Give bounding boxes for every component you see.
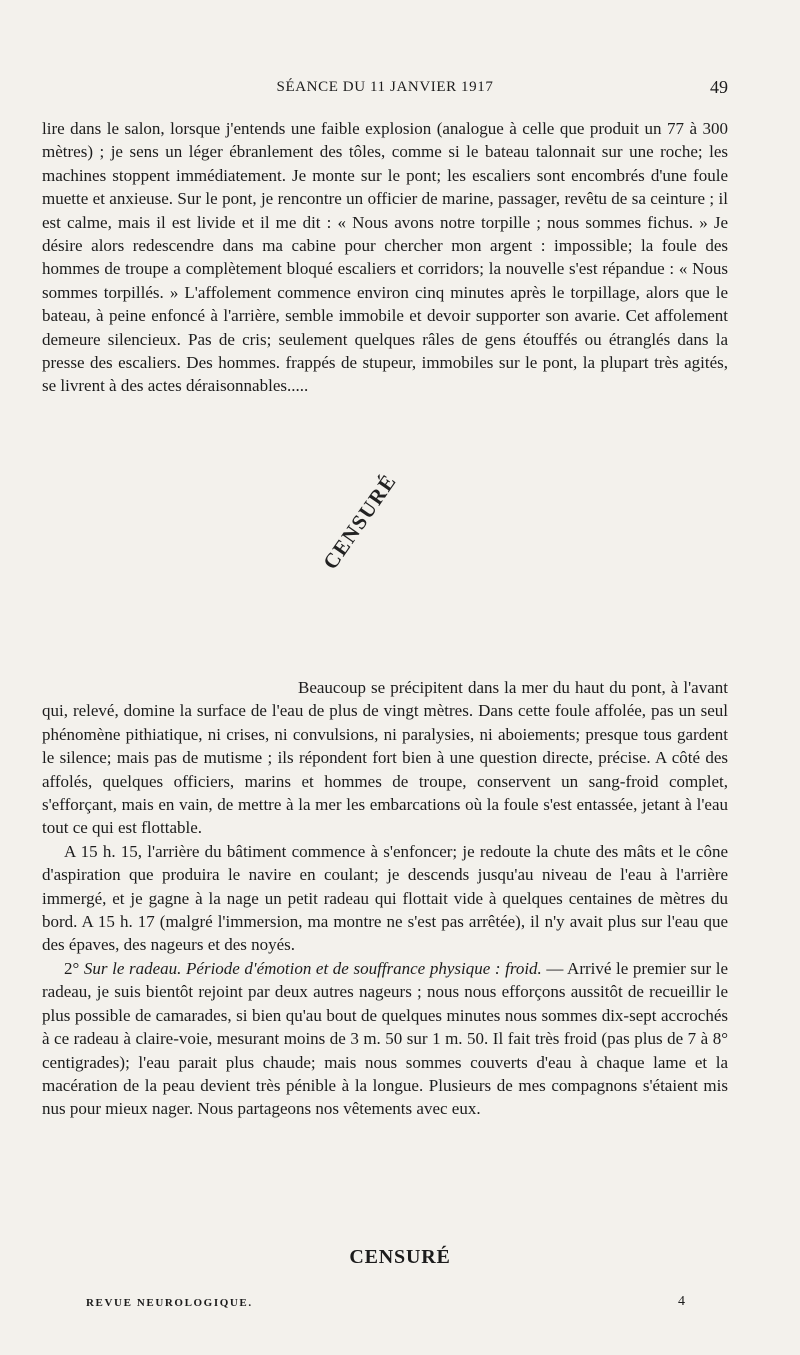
paragraph: Beaucoup se précipitent dans la mer du haut du pont, à l'avant qui, relevé, domine la surface de l'eau de plus de vingt mètres. Dans cette foule affolée, pas un seul phénomène pithiatique, ni crises, ni convulsions, ni paralysies, ni aboiements; presque tous gardent le silence; mais pas de mutisme ; ils répondent fort bien à une question directe, précise. A côté des affolés, quelques officiers, marins et hommes de troupe, conservent un sang-froid complet, s'efforçant, mais en vain, de mettre à la mer les embarcations où la foule s'est entassée, jetant à l'eau tout ce qui est flottable.: [42, 678, 728, 838]
paragraph: A 15 h. 15, l'arrière du bâtiment commence à s'enfoncer; je redoute la chute des mâts et le cône d'aspiration que produira le navire en coulant; je descends jusqu'au niveau de l'eau à l'arrière immergé, et je gagne à la nage un petit radeau qui flottait vide à quelques centaines de mètres du bord. A 15 h. 17 (malgré l'immersion, ma montre ne s'est pas arrêtée), il n'y avait plus sur l'eau que des épaves, des nageurs et des noyés.: [42, 841, 728, 955]
running-title: SÉANCE DU 11 JANVIER 1917: [276, 79, 494, 95]
censure-stamp: CENSURÉ: [318, 469, 402, 574]
running-header: [42, 78, 728, 100]
text-block-bottom: [42, 676, 728, 1121]
page-number: 49: [710, 77, 728, 97]
section-text: — Arrivé le premier sur le radeau, je suis bientôt rejoint par deux autres nageurs ; nous nous efforçons aussitôt de recueillir le plus possible de camarades, si bien qu'au bout de quelques minutes nous sommes dix-sept accrochés à ce radeau à claire-voie, mesurant moins de 3 m. 50 sur 1 m. 50. Il fait très froid (pas plus de 7 à 8° centigrades); l'eau parait plus chaude; mais nous sommes couverts d'eau à chaque lame et la macération de la peau devient très pénible à la longue. Plusieurs de mes compagnons s'étaient mis nus pour mieux nager. Nous partageons nos vêtements avec eux.: [42, 958, 729, 1119]
journal-footer: REVUE NEUROLOGIQUE.: [86, 1297, 253, 1309]
section-heading: Sur le radeau. Période d'émotion et de souffrance physique : froid.: [83, 958, 542, 978]
text-block-top: [42, 117, 728, 398]
section-number: 2°: [64, 958, 80, 978]
signature-mark: 4: [678, 1294, 685, 1309]
censure-heading: CENSURÉ: [349, 1246, 451, 1268]
paragraph: lire dans le salon, lorsque j'entends une faible explosion (analogue à celle que produit un 77 à 300 mètres) ; je sens un léger ébranlement des tôles, comme si le bateau talonnait sur une roche; les machines stoppent immédiatement. Je monte sur le pont; les escaliers sont encombrés d'une foule muette et anxieuse. Sur le pont, je rencontre un officier de marine, passager, revêtu de sa ceinture ; il est calme, mais il est livide et il me dit : « Nous avons notre torpille ; nous sommes fichus. » Je désire alors redescendre dans ma cabine pour chercher mon argent : impossible; la foule des hommes de troupe a complètement bloqué escaliers et corridors; la nouvelle s'est répandue : « Nous sommes torpillés. » L'affolement commence environ cinq minutes après le torpillage, alors que le bateau, à peine enfoncé à l'arrière, semble immobile et devoir supporter son avarie. Cet affolement demeure silencieux. Pas de cris; seulement quelques râles de gens étouffés ou étranglés dans la presse des escaliers. Des hommes. frappés de stupeur, immobiles sur le pont, la plupart très agités, se livrent à des actes déraisonnables.....: [42, 119, 728, 396]
paragraph-section-2: [42, 957, 728, 1121]
